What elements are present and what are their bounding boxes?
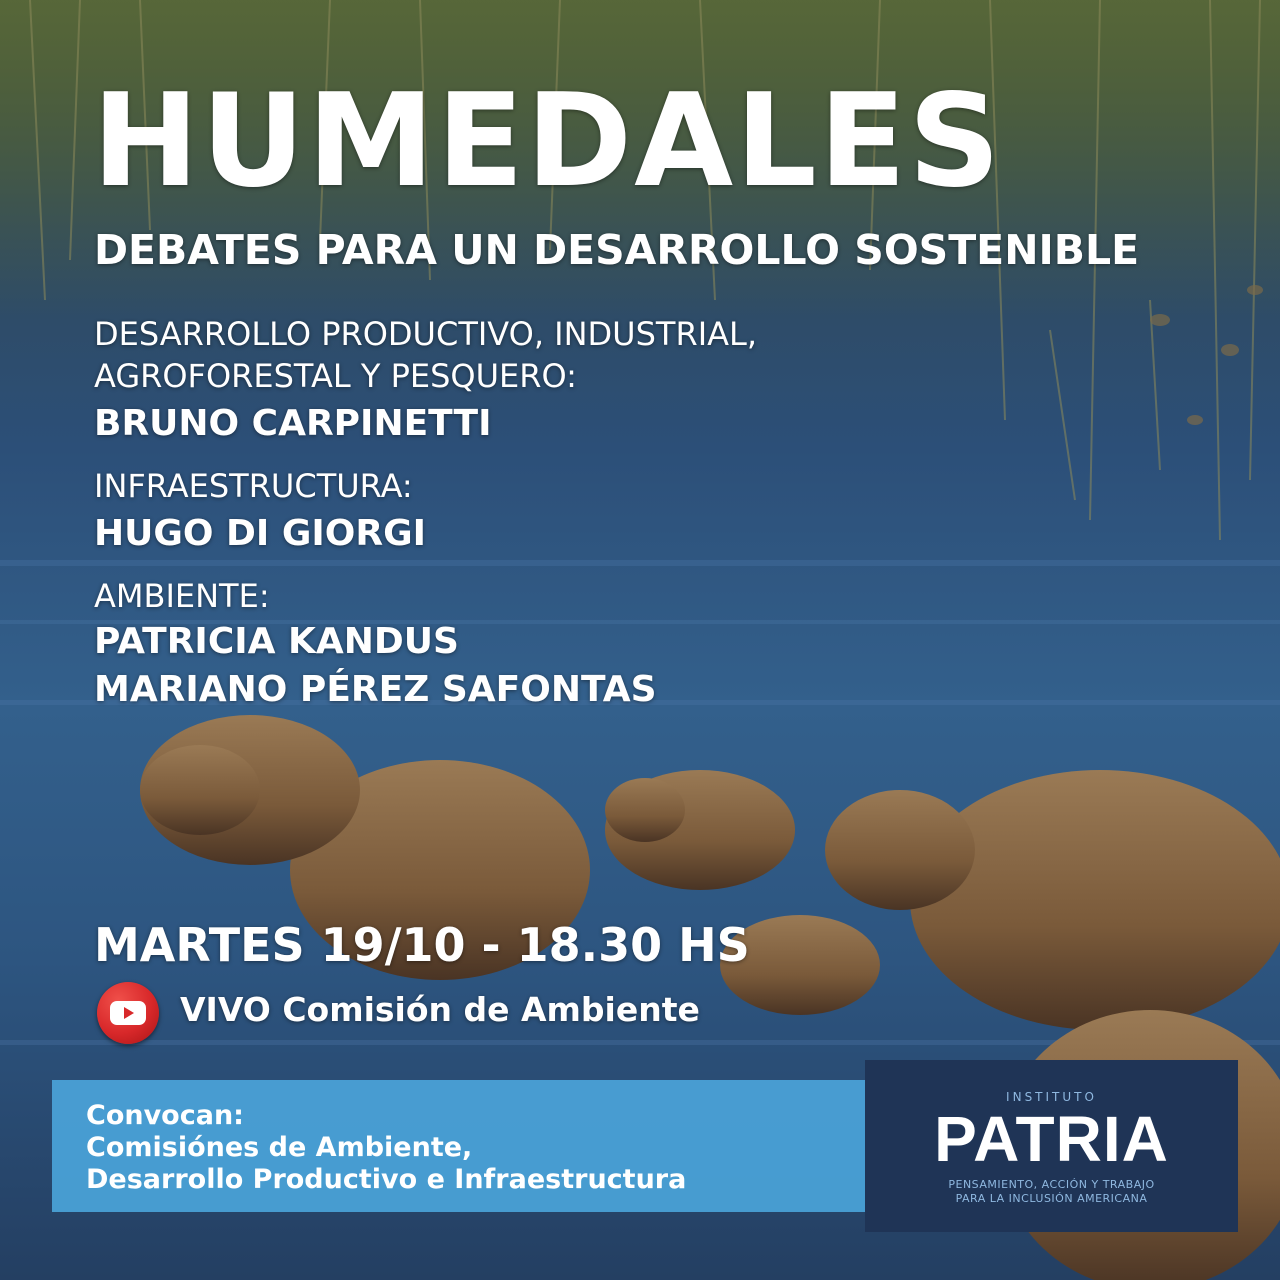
speaker-name: MARIANO PÉREZ SAFONTAS [94, 669, 657, 710]
subtitle: DEBATES PARA UN DESARROLLO SOSTENIBLE [94, 226, 1140, 274]
convocan-heading: Convocan: [86, 1100, 244, 1131]
section-label-productivo: DESARROLLO PRODUCTIVO, INDUSTRIAL, [94, 315, 758, 353]
speaker-name: BRUNO CARPINETTI [94, 403, 492, 444]
logo-top-text: INSTITUTO [1006, 1090, 1097, 1104]
section-label-ambiente: AMBIENTE: [94, 577, 270, 615]
convocan-line: Comisiónes de Ambiente, [86, 1132, 473, 1163]
speaker-name: PATRICIA KANDUS [94, 621, 459, 662]
section-label-productivo: AGROFORESTAL Y PESQUERO: [94, 357, 577, 395]
page-title: HUMEDALES [92, 67, 1003, 216]
logo-name: PATRIA [934, 1103, 1169, 1175]
convocan-line: Desarrollo Productivo e Infraestructura [86, 1164, 687, 1195]
live-stream-text: VIVO Comisión de Ambiente [180, 990, 700, 1029]
logo-tagline: PARA LA INCLUSIÓN AMERICANA [955, 1192, 1148, 1205]
youtube-icon [97, 982, 159, 1044]
instituto-patria-logo [865, 1060, 1238, 1232]
logo-tagline: PENSAMIENTO, ACCIÓN Y TRABAJO [948, 1178, 1155, 1191]
speaker-name: HUGO DI GIORGI [94, 513, 427, 554]
event-datetime: MARTES 19/10 - 18.30 HS [94, 918, 750, 972]
section-label-infraestructura: INFRAESTRUCTURA: [94, 467, 413, 505]
